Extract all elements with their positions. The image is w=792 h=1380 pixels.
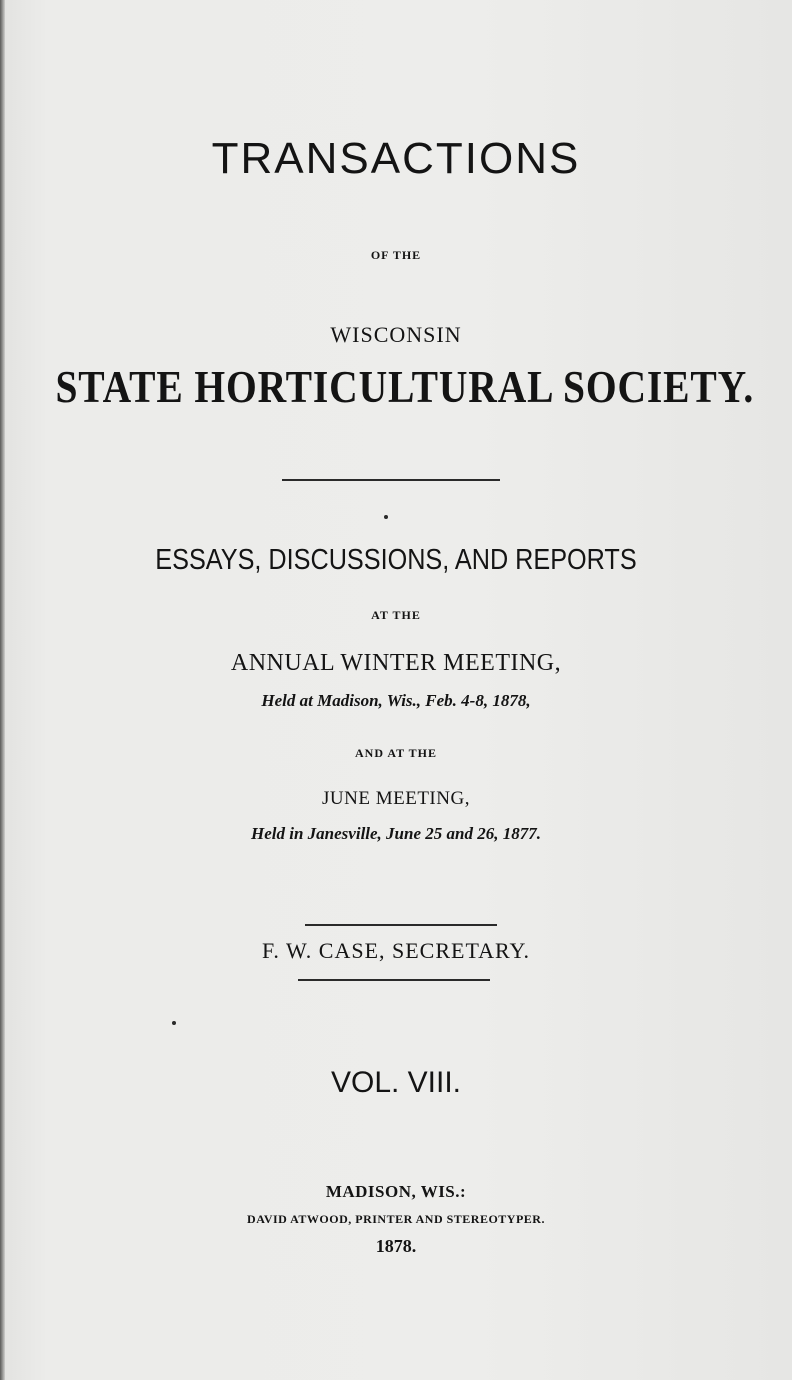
publication-year: 1878.	[375, 1236, 417, 1256]
june-meeting-heading: JUNE MEETING,	[322, 788, 470, 809]
secretary-line: F. W. CASE, SECRETARY.	[261, 938, 531, 963]
printer-line: DAVID ATWOOD, PRINTER AND STEREOTYPER.	[247, 1212, 545, 1226]
divider-dot-top	[384, 515, 388, 519]
divider-rule-top	[282, 479, 500, 481]
stray-dot	[172, 1021, 176, 1025]
divider-rule-middle-top	[305, 924, 497, 926]
june-meeting-details: Held in Janesville, June 25 and 26, 1877.	[251, 824, 541, 843]
volume-number: VOL. VIII.	[330, 1066, 462, 1099]
main-title: TRANSACTIONS	[211, 134, 581, 183]
society-name: STATE HORTICULTURAL SOCIETY.	[55, 361, 755, 412]
publication-place: MADISON, WIS.:	[325, 1182, 467, 1201]
and-at-the-label: AND AT THE	[354, 746, 438, 760]
divider-rule-middle-bottom	[298, 979, 490, 981]
state-name: WISCONSIN	[330, 322, 462, 347]
page-edge-shadow	[0, 0, 5, 1380]
of-the-label: OF THE	[370, 248, 422, 262]
annual-meeting-details: Held at Madison, Wis., Feb. 4-8, 1878,	[261, 691, 531, 710]
essays-heading: ESSAYS, DISCUSSIONS, AND REPORTS	[155, 544, 637, 576]
at-the-label: AT THE	[371, 608, 421, 622]
annual-meeting-heading: ANNUAL WINTER MEETING,	[230, 650, 562, 676]
